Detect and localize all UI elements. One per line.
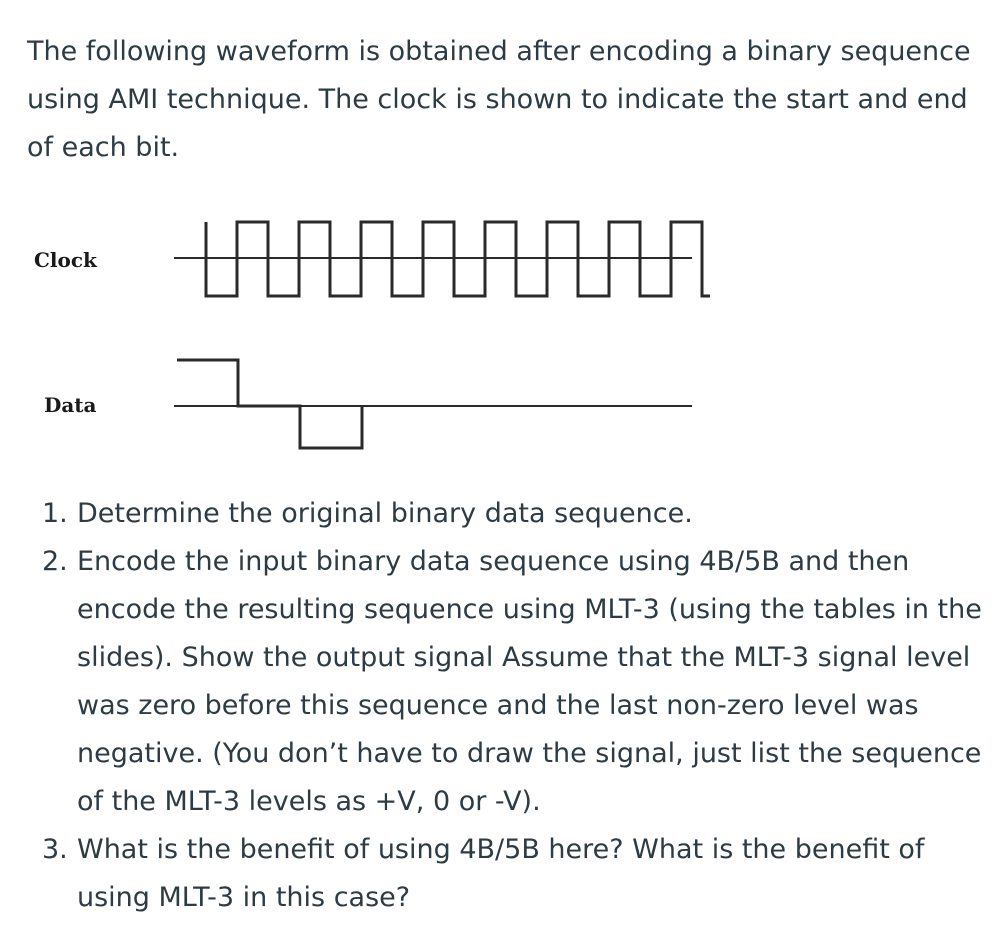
question-text: What is the benefit of using 4B/5B here? What is the benefit of using MLT-3 in this case? — [77, 834, 925, 913]
question-item-2 — [36, 538, 986, 826]
question-list — [36, 490, 986, 922]
waveform-svg — [0, 200, 998, 470]
waveform-figure — [0, 200, 998, 470]
data-signal — [177, 360, 362, 448]
question-number: 3. — [42, 834, 68, 865]
question-text: Determine the original binary data sequence. — [77, 498, 693, 529]
intro-paragraph: The following waveform is obtained after encoding a binary sequence using AMI technique. The clock is shown to indicate the start and end of each bit. — [27, 36, 971, 163]
question-number: 2. — [42, 546, 68, 577]
question-number: 1. — [42, 498, 68, 529]
data-label: Data — [44, 393, 97, 417]
question-text: Encode the input binary data sequence using 4B/5B and then encode the resulting sequence using MLT-3 (using the tables in the slides). Show the output signal Assume that the MLT-3 signal level was zero before this sequence and the last non-zero level was negative. (You don’t have to draw the signal, just list the sequence of the MLT-3 levels as +V, 0 or -V). — [77, 546, 982, 817]
clock-label: Clock — [34, 248, 97, 272]
question-item-1 — [36, 490, 986, 538]
question-item-3 — [36, 826, 986, 922]
